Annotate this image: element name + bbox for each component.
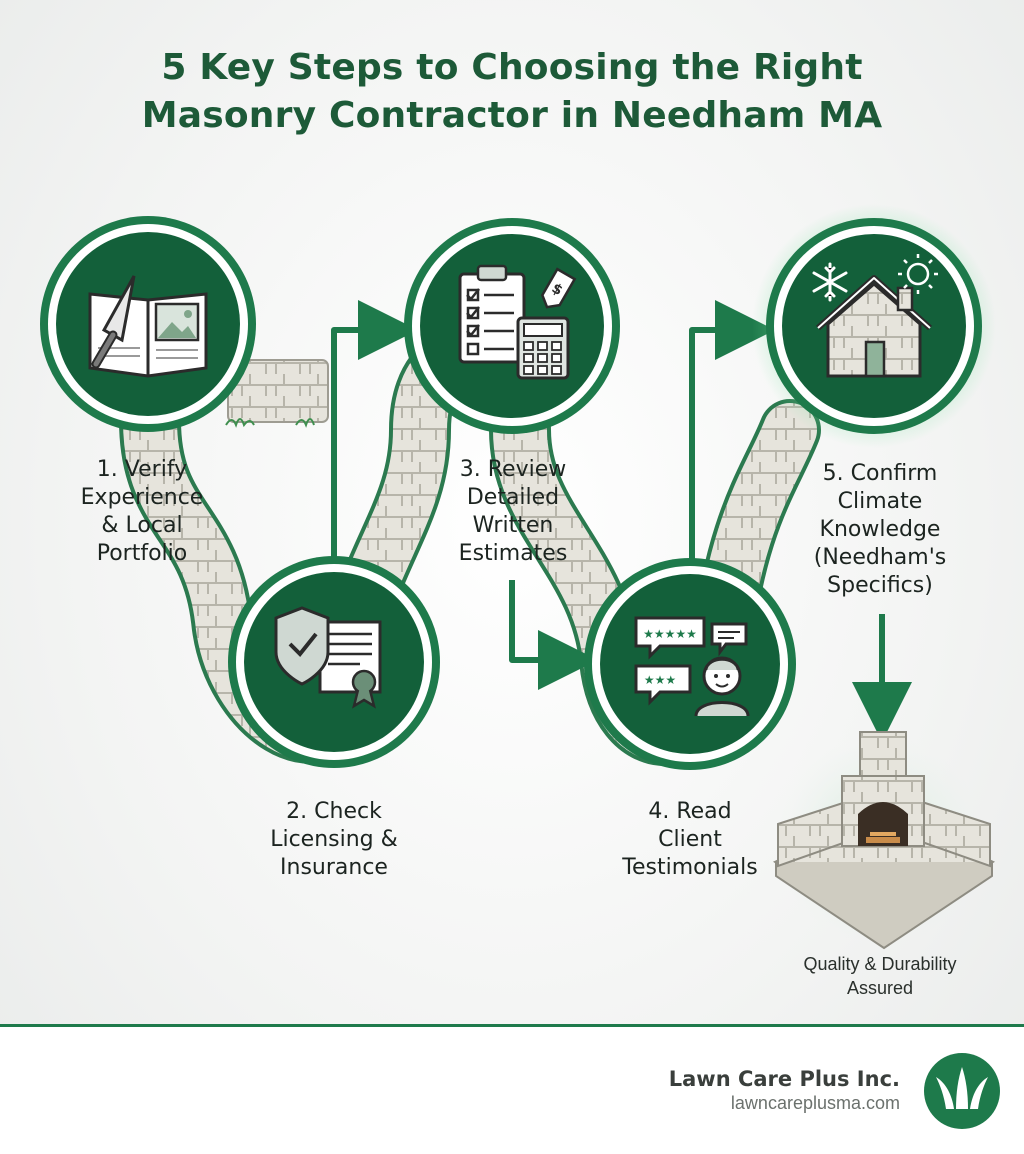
outcome-caption: Quality & Durability Assured [803,954,957,998]
step-4-badge [584,558,796,770]
stone-fireplace-patio-icon [776,732,992,948]
step-1-badge [40,216,256,432]
grass-logo-icon [924,1053,1000,1129]
title-line-2: Masonry Contractor in Needham MA [141,95,883,136]
step-5-badge [752,204,996,448]
svg-text:★★★: ★★★ [643,673,677,687]
footer [0,1027,1024,1154]
title-line-1: 5 Key Steps to Choosing the Right [161,47,863,88]
step-2-label: 2. Check Licensing & Insurance [270,799,398,880]
brand-name: Lawn Care Plus Inc. [668,1067,900,1091]
step-3-badge [404,218,620,434]
step-5-label: 5. Confirm Climate Knowledge (Needham's Specifics) [813,461,947,598]
svg-text:★★★★★: ★★★★★ [643,627,697,641]
step-4-label: 4. Read Client Testimonials [622,799,758,880]
brand-url[interactable]: lawncareplusma.com [730,1093,900,1113]
svg-text:$: $ [548,280,566,300]
step-3-label: 3. Review Detailed Written Estimates [458,457,568,566]
clipboard-calculator-icon [460,266,575,378]
step-1-label: 1. Verify Experience & Local Portfolio [80,457,204,566]
step-2-badge [228,556,440,768]
